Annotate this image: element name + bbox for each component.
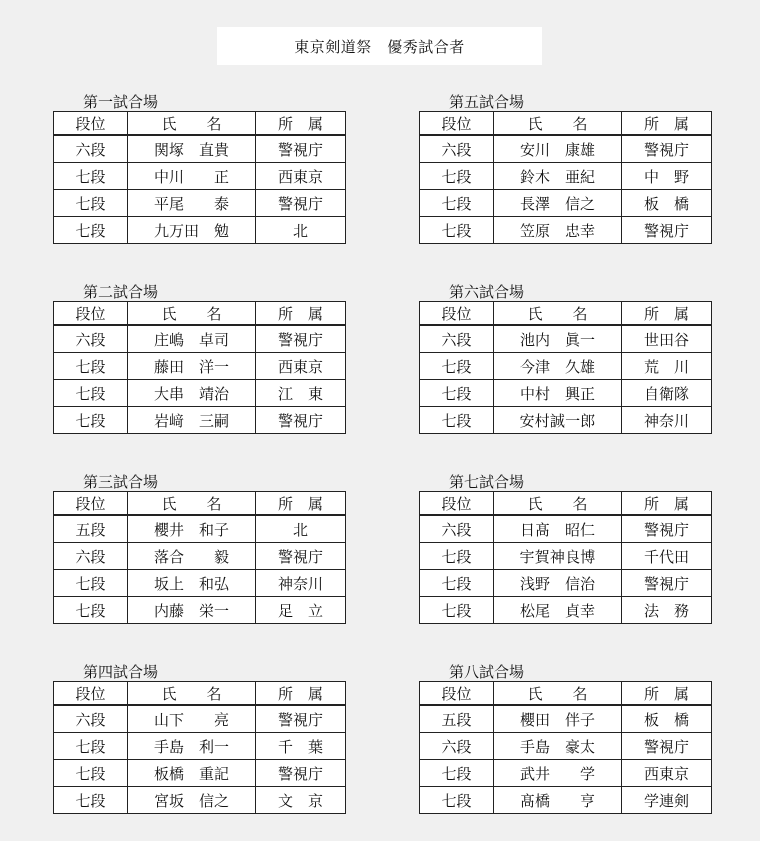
name-cell: 手島 利一 [128, 733, 256, 760]
name-cell: 笠原 忠幸 [494, 217, 622, 244]
header-name: 氏 名 [128, 492, 256, 516]
name-cell: 今津 久雄 [494, 353, 622, 380]
header-name: 氏 名 [494, 492, 622, 516]
name-cell: 中川 正 [128, 163, 256, 190]
venue-2 [53, 283, 345, 434]
venue-title: 第七試合場 [449, 473, 525, 491]
name-cell: 櫻井 和子 [128, 515, 256, 543]
venue-title: 第三試合場 [83, 473, 159, 491]
rank-cell: 五段 [54, 515, 128, 543]
table-row [54, 787, 346, 814]
name-cell: 安村誠一郎 [494, 407, 622, 434]
results-table [419, 491, 712, 624]
header-row [420, 112, 712, 136]
affiliation-cell: 北 [256, 515, 346, 543]
affiliation-cell: 神奈川 [622, 407, 712, 434]
header-row [420, 492, 712, 516]
venue-7 [419, 473, 711, 624]
affiliation-cell: 西東京 [256, 353, 346, 380]
venue-4 [53, 663, 345, 814]
rank-cell: 七段 [54, 380, 128, 407]
affiliation-cell: 法 務 [622, 597, 712, 624]
affiliation-cell: 警視庁 [622, 135, 712, 163]
table-row [54, 380, 346, 407]
name-cell: 鈴木 亜紀 [494, 163, 622, 190]
name-cell: 宮坂 信之 [128, 787, 256, 814]
name-cell: 内藤 栄一 [128, 597, 256, 624]
venue-title: 第一試合場 [83, 93, 159, 111]
header-name: 氏 名 [128, 302, 256, 326]
table-row [54, 705, 346, 733]
rank-cell: 七段 [54, 407, 128, 434]
document-title [217, 27, 542, 65]
name-cell: 櫻田 伴子 [494, 705, 622, 733]
affiliation-cell: 自衛隊 [622, 380, 712, 407]
table-row [54, 407, 346, 434]
header-affiliation: 所 属 [622, 112, 712, 136]
affiliation-cell: 警視庁 [622, 217, 712, 244]
header-row [54, 492, 346, 516]
table-row [420, 787, 712, 814]
rank-cell: 六段 [54, 325, 128, 353]
name-cell: 池内 眞一 [494, 325, 622, 353]
name-cell: 藤田 洋一 [128, 353, 256, 380]
table-row [420, 353, 712, 380]
header-rank: 段位 [54, 112, 128, 136]
affiliation-cell: 警視庁 [622, 570, 712, 597]
header-affiliation: 所 属 [622, 682, 712, 706]
affiliation-cell: 文 京 [256, 787, 346, 814]
table-row [54, 217, 346, 244]
rank-cell: 七段 [420, 380, 494, 407]
header-rank: 段位 [54, 492, 128, 516]
table-row [54, 190, 346, 217]
rank-cell: 六段 [420, 733, 494, 760]
name-cell: 関塚 直貴 [128, 135, 256, 163]
name-cell: 山下 亮 [128, 705, 256, 733]
rank-cell: 六段 [420, 325, 494, 353]
affiliation-cell: 千 葉 [256, 733, 346, 760]
name-cell: 大串 靖治 [128, 380, 256, 407]
affiliation-cell: 板 橋 [622, 705, 712, 733]
header-affiliation: 所 属 [622, 492, 712, 516]
rank-cell: 六段 [54, 543, 128, 570]
rank-cell: 六段 [420, 515, 494, 543]
results-table [53, 491, 346, 624]
affiliation-cell: 千代田 [622, 543, 712, 570]
name-cell: 日髙 昭仁 [494, 515, 622, 543]
table-row [420, 515, 712, 543]
table-row [420, 217, 712, 244]
venue-title: 第五試合場 [449, 93, 525, 111]
affiliation-cell: 警視庁 [622, 733, 712, 760]
table-row [420, 163, 712, 190]
table-row [54, 515, 346, 543]
name-cell: 安川 康雄 [494, 135, 622, 163]
name-cell: 平尾 泰 [128, 190, 256, 217]
name-cell: 長澤 信之 [494, 190, 622, 217]
affiliation-cell: 世田谷 [622, 325, 712, 353]
header-rank: 段位 [420, 302, 494, 326]
affiliation-cell: 警視庁 [256, 190, 346, 217]
affiliation-cell: 足 立 [256, 597, 346, 624]
table-row [420, 543, 712, 570]
table-row [420, 760, 712, 787]
results-table [419, 681, 712, 814]
venue-1 [53, 93, 345, 244]
table-row [420, 380, 712, 407]
table-row [54, 760, 346, 787]
venue-8 [419, 663, 711, 814]
results-table [53, 301, 346, 434]
affiliation-cell: 学連剣 [622, 787, 712, 814]
affiliation-cell: 板 橋 [622, 190, 712, 217]
table-row [420, 407, 712, 434]
rank-cell: 五段 [420, 705, 494, 733]
header-name: 氏 名 [494, 302, 622, 326]
affiliation-cell: 警視庁 [256, 760, 346, 787]
header-affiliation: 所 属 [622, 302, 712, 326]
venue-title: 第二試合場 [83, 283, 159, 301]
header-rank: 段位 [420, 682, 494, 706]
table-row [54, 135, 346, 163]
rank-cell: 六段 [54, 135, 128, 163]
venue-title: 第八試合場 [449, 663, 525, 681]
rank-cell: 七段 [54, 597, 128, 624]
rank-cell: 七段 [420, 190, 494, 217]
name-cell: 坂上 和弘 [128, 570, 256, 597]
header-row [420, 682, 712, 706]
affiliation-cell: 江 東 [256, 380, 346, 407]
rank-cell: 七段 [54, 733, 128, 760]
rank-cell: 七段 [54, 190, 128, 217]
header-rank: 段位 [420, 112, 494, 136]
name-cell: 髙橋 亨 [494, 787, 622, 814]
table-row [420, 135, 712, 163]
venue-3 [53, 473, 345, 624]
rank-cell: 七段 [420, 407, 494, 434]
header-row [54, 302, 346, 326]
name-cell: 九万田 勉 [128, 217, 256, 244]
header-name: 氏 名 [494, 682, 622, 706]
name-cell: 武井 学 [494, 760, 622, 787]
rank-cell: 七段 [54, 217, 128, 244]
rank-cell: 七段 [420, 353, 494, 380]
rank-cell: 七段 [54, 570, 128, 597]
name-cell: 庄嶋 卓司 [128, 325, 256, 353]
rank-cell: 七段 [420, 543, 494, 570]
table-row [420, 597, 712, 624]
header-row [420, 302, 712, 326]
table-row [54, 733, 346, 760]
results-table [419, 111, 712, 244]
table-row [420, 325, 712, 353]
rank-cell: 六段 [420, 135, 494, 163]
header-rank: 段位 [54, 682, 128, 706]
table-row [54, 597, 346, 624]
table-row [420, 570, 712, 597]
header-affiliation: 所 属 [256, 112, 346, 136]
rank-cell: 七段 [54, 353, 128, 380]
rank-cell: 七段 [54, 760, 128, 787]
header-row [54, 112, 346, 136]
table-row [420, 705, 712, 733]
rank-cell: 七段 [420, 217, 494, 244]
affiliation-cell: 警視庁 [256, 407, 346, 434]
results-table [53, 681, 346, 814]
name-cell: 手島 豪太 [494, 733, 622, 760]
affiliation-cell: 警視庁 [256, 705, 346, 733]
rank-cell: 七段 [420, 163, 494, 190]
header-row [54, 682, 346, 706]
affiliation-cell: 神奈川 [256, 570, 346, 597]
table-row [420, 733, 712, 760]
table-row [54, 325, 346, 353]
venue-title: 第四試合場 [83, 663, 159, 681]
table-row [54, 353, 346, 380]
rank-cell: 七段 [420, 787, 494, 814]
results-table [53, 111, 346, 244]
affiliation-cell: 中 野 [622, 163, 712, 190]
header-rank: 段位 [420, 492, 494, 516]
document-title-text: 東京剣道祭 優秀試合者 [294, 37, 465, 56]
table-row [54, 543, 346, 570]
venue-title: 第六試合場 [449, 283, 525, 301]
name-cell: 松尾 貞幸 [494, 597, 622, 624]
affiliation-cell: 警視庁 [256, 325, 346, 353]
venue-5 [419, 93, 711, 244]
affiliation-cell: 荒 川 [622, 353, 712, 380]
header-name: 氏 名 [128, 112, 256, 136]
table-row [54, 570, 346, 597]
venue-6 [419, 283, 711, 434]
table-row [420, 190, 712, 217]
header-affiliation: 所 属 [256, 682, 346, 706]
header-name: 氏 名 [128, 682, 256, 706]
results-table [419, 301, 712, 434]
name-cell: 宇賀神良博 [494, 543, 622, 570]
name-cell: 浅野 信治 [494, 570, 622, 597]
affiliation-cell: 警視庁 [622, 515, 712, 543]
rank-cell: 七段 [420, 760, 494, 787]
name-cell: 落合 毅 [128, 543, 256, 570]
name-cell: 板橋 重記 [128, 760, 256, 787]
affiliation-cell: 西東京 [256, 163, 346, 190]
table-row [54, 163, 346, 190]
header-affiliation: 所 属 [256, 492, 346, 516]
affiliation-cell: 警視庁 [256, 135, 346, 163]
rank-cell: 七段 [54, 787, 128, 814]
header-affiliation: 所 属 [256, 302, 346, 326]
affiliation-cell: 北 [256, 217, 346, 244]
rank-cell: 七段 [54, 163, 128, 190]
rank-cell: 七段 [420, 597, 494, 624]
affiliation-cell: 警視庁 [256, 543, 346, 570]
header-name: 氏 名 [494, 112, 622, 136]
name-cell: 中村 興正 [494, 380, 622, 407]
header-rank: 段位 [54, 302, 128, 326]
rank-cell: 六段 [54, 705, 128, 733]
affiliation-cell: 西東京 [622, 760, 712, 787]
rank-cell: 七段 [420, 570, 494, 597]
name-cell: 岩﨑 三嗣 [128, 407, 256, 434]
